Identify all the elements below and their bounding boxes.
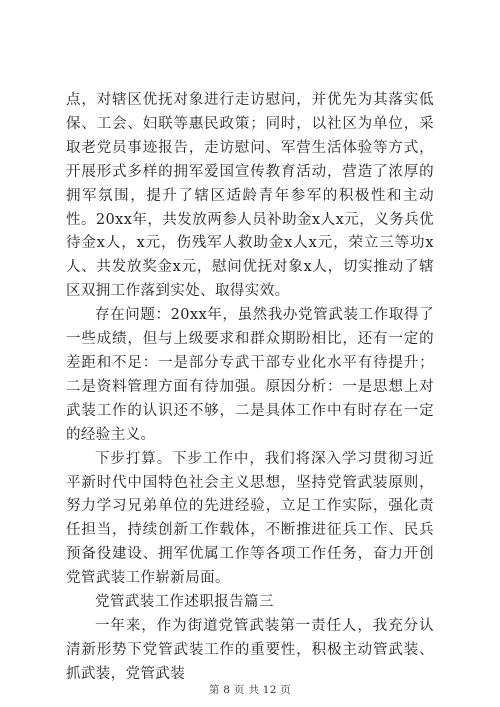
paragraph-problems: 存在问题：20xx年，虽然我办党管武装工作取得了一些成绩，但与上级要求和群众期盼相比，还有一定的差距和不足：一是部分专武干部专业化水平有待提升；二是资料管理方面有待加强。原因分析：一是思想上对武装工作的认识还不够，二是具体工作中有时存在一定的经验主义。 <box>66 307 434 443</box>
paragraph-next-plans: 下步打算。下步工作中，我们将深入学习贯彻习近平新时代中国特色社会主义思想，坚持党管武装原则，努力学习兄弟单位的先进经验，立足工作实际，强化责任担当，持续创新工作载体，不断推进征兵工作、民兵预备役建设、拥军优属工作等各项工作任务，奋力开创党管武装工作崭新局面。 <box>66 450 434 587</box>
paragraph-continuation: 点，对辖区优抚对象进行走访慰问，并优先为其落实低保、工会、妇联等惠民政策；同时，以社区为单位，采取老党员事迹报告，走访慰问、军营生活体验等方式，开展形式多样的拥军爱国宣传教育活动，营造了浓厚的拥军氛围，提升了辖区适龄青年参军的积极性和主动性。20xx年，共发放两参人员补助金x人x元，义务兵优待金x人，x元，伤残军人救助金x人x元，荣立三等功x人、共发放奖金x元，慰问优抚对象x人，切实推动了辖区双拥工作落到实处、取得实效。 <box>66 92 434 300</box>
document-body <box>66 89 434 687</box>
page-footer: 第 8 页 共 12 页 <box>208 684 292 696</box>
section-heading: 党管武装工作述职报告篇三 <box>95 594 274 611</box>
paragraph-section-three-opening: 一年来，作为街道党管武装第一责任人，我充分认清新形势下党管武装工作的重要性，积极主动管武装、抓武装，党管武装 <box>66 617 434 682</box>
